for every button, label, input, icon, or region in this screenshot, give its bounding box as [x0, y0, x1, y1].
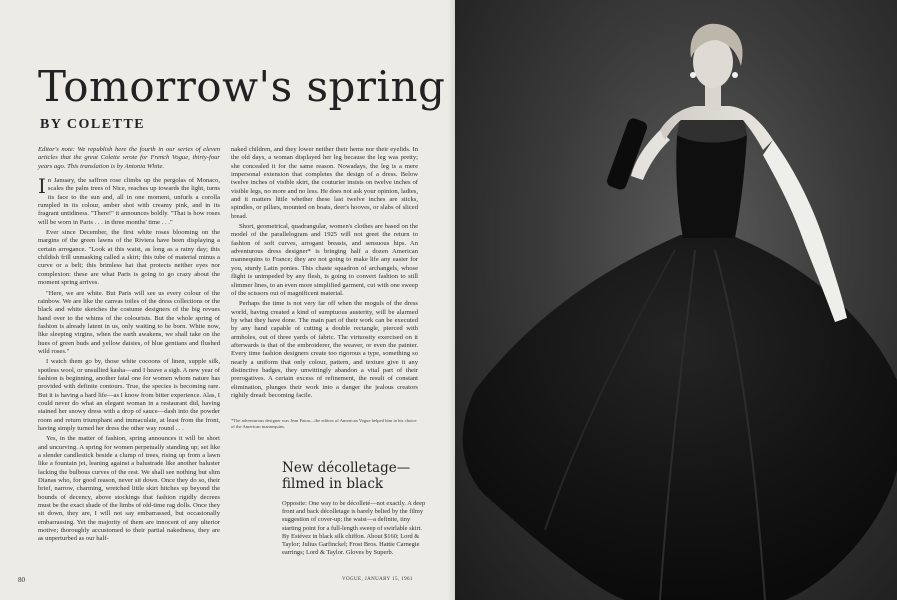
subheading-line-1: New décolletage— [282, 460, 411, 476]
paragraph: Short, geometrical, quadrangular, women's clothes are based on the model of the parallelogram and 1925 will not greet the return to fashion of soft curves, arrogant breasts, and sensuous hips. An adventurous dress designer* is bringing half a dozen American mannequins to France; they are not going to make life any easier for you, sturdy Latin ponies. This chaste squadron of archangels, whose flight is unimpeded by any flesh, is going to convert fashion to still slimmer lines, to an even more simplified garment, cut with one sweep of the scissors out of magnificent material. [231, 223, 418, 297]
subheading [282, 460, 432, 492]
footnote: *The adventurous designer was Jean Patou—the editors of American Vogue helped him in his choice of the American mannequins. [231, 418, 417, 429]
earring [732, 72, 738, 78]
gown-bodice [676, 135, 747, 238]
running-footer: VOGUE, JANUARY 15, 1961 [342, 577, 413, 582]
page-number: 80 [18, 576, 25, 584]
paragraph: naked children, and they lower neither their hems nor their eyelids. In the old days, a woman displayed her leg because the leg was pretty; she concealed it for the same reason. Nowadays, the leg is a mere impersonal extension that completes the design of a dress. Below twelve inches of visible skirt, the couturier insists on twelve inches of visible legs, no more and no less. He does not ask your opinion, ladies, and it matters little whether these last twelve inches are sticks, spindles, or pillars, mounted on boats, deer's hooves, or slabs of sliced bread. [231, 146, 418, 220]
right-page-photo [455, 0, 897, 600]
drop-cap: I [38, 174, 46, 199]
paragraph: Yes, in the matter of fashion, spring announces it will be short and uncurving. A spring for women perpetually standing up; set like a slender candlestick beside a clump of trees, rising up from a lawn like a fountain jet, leaning against a balustrade like another baluster lacking the bulbous curves of the rest. We shall see nothing but slim Dianas who, for good reason, never sit down. Once they do so, their brief, narrow, charming, wretched little skirt hitches up beyond the bounds of decency, above stockings that fashion rigidly decrees must be the exact shade of the limbs of old-time rag dolls. Once they sit down, they are, I will not say embarrassed, but occasionally embarrassing. Yet the majority of them are innocent of any ulterior motive; thoroughly accustomed to their partial nakedness, they are as unperturbed as our half- [38, 435, 220, 543]
paragraph: "Here, we are white. But Paris will see us every colour of the rainbow. We are like the canvas toiles of the dress collections or the black and white sketches the costume designers of the big revues hand over to the whims of the colourists. But the whole spring of fashion is already latent in us, only waiting to be born. White now, like sleeping virgins, when the earth awakens, we shall take on the hues of green buds and yellow daisies, of blue gentians and flushed wild roses." [38, 289, 220, 355]
paragraph: In January, the saffron rose climbs up the pergolas of Monaco, scales the palm trees of Nice, reaches up towards the light, turns its face to the sun and, all in one moment, unfurls a corolla rumpled in its colour, amber shot with creamy pink, and in its fragrant untidiness. "There!" it announces boldly. "That is how roses will be worn in Paris . . . in three months' time . . ." [38, 174, 220, 226]
article-title: Tomorrow's spring [38, 62, 446, 111]
fashion-photograph [455, 0, 897, 600]
paragraph: Perhaps the time is not very far off when the moguls of the dress world, having created a kind of sumptuous austerity, will be alarmed by what they have done. The main part of their work can be executed by any hand capable of cutting a double rectangle, pierced with armholes, out of three yards of fabric. The virtuosity exercised on it afterwards is that of the embroiderer, the weaver, or even the painter. Every time fashion designers create too rigorous a type, something so nearly a uniform that only colour, pattern, and texture give it any distinctive badges, they unwittingly abandon a vital part of their prerogatives. A certain excess of refinement, the result of constant elimination, plunges their work into a danger the jealous creators rightly dread: becoming facile. [231, 300, 418, 399]
text-column-2 [231, 146, 418, 402]
earring [690, 72, 696, 78]
text-column-1 [38, 146, 220, 546]
photo-caption: Opposite: One way to be décolleté—not exactly. A deep front and back décolletage is barely belied by the filmy suggestion of cover-up; the waist—a definite, tiny starting point for a full-length sweep of swirlable skirt. By Estévez in black silk chiffon. About $160; Lord & Taylor; Julius Garfinckel; Frost Bros. Hattie Carnegie earrings; Lord & Taylor. Gloves by Superb. [282, 500, 426, 557]
paragraph: I watch them go by, those white cocoons of linen, supple silk, spotless wool, or unsullied kasha—and I heave a sigh. A new year of fashion is beginning, another fatal one for women whom nature has provided with definite contours. True, the species is becoming rare. But it is having a hard life—as I know from bitter experience. Alas, I could never do what an elegant woman in a restaurant did, having stained her snowy dress with a drop of sauce—dash into the powder room and return triumphant and immaculate, at least from the front, having simply turned her dress the other way round . . . [38, 358, 220, 432]
byline: BY COLETTE [40, 117, 146, 132]
paragraph: Ever since December, the first white roses blooming on the margins of the green lawns of the Riviera have been displaying a certain arrogance. "Look at this waist, as long as a rainy day; this childish frill unmasking called a skirt; this tube of material minus a curve or a belt; this brimless hat that protects neither eyes nor complexion: these are what Paris is going to go crazy about the moment spring arrives. [38, 229, 220, 287]
subheading-line-2: filmed in black [282, 476, 384, 492]
editors-note: Editor's note: We republish here the fourth in our series of eleven articles that the great Colette wrote for French Vogue, thirty-four years ago. This translation is by Antonia White. [38, 146, 220, 170]
